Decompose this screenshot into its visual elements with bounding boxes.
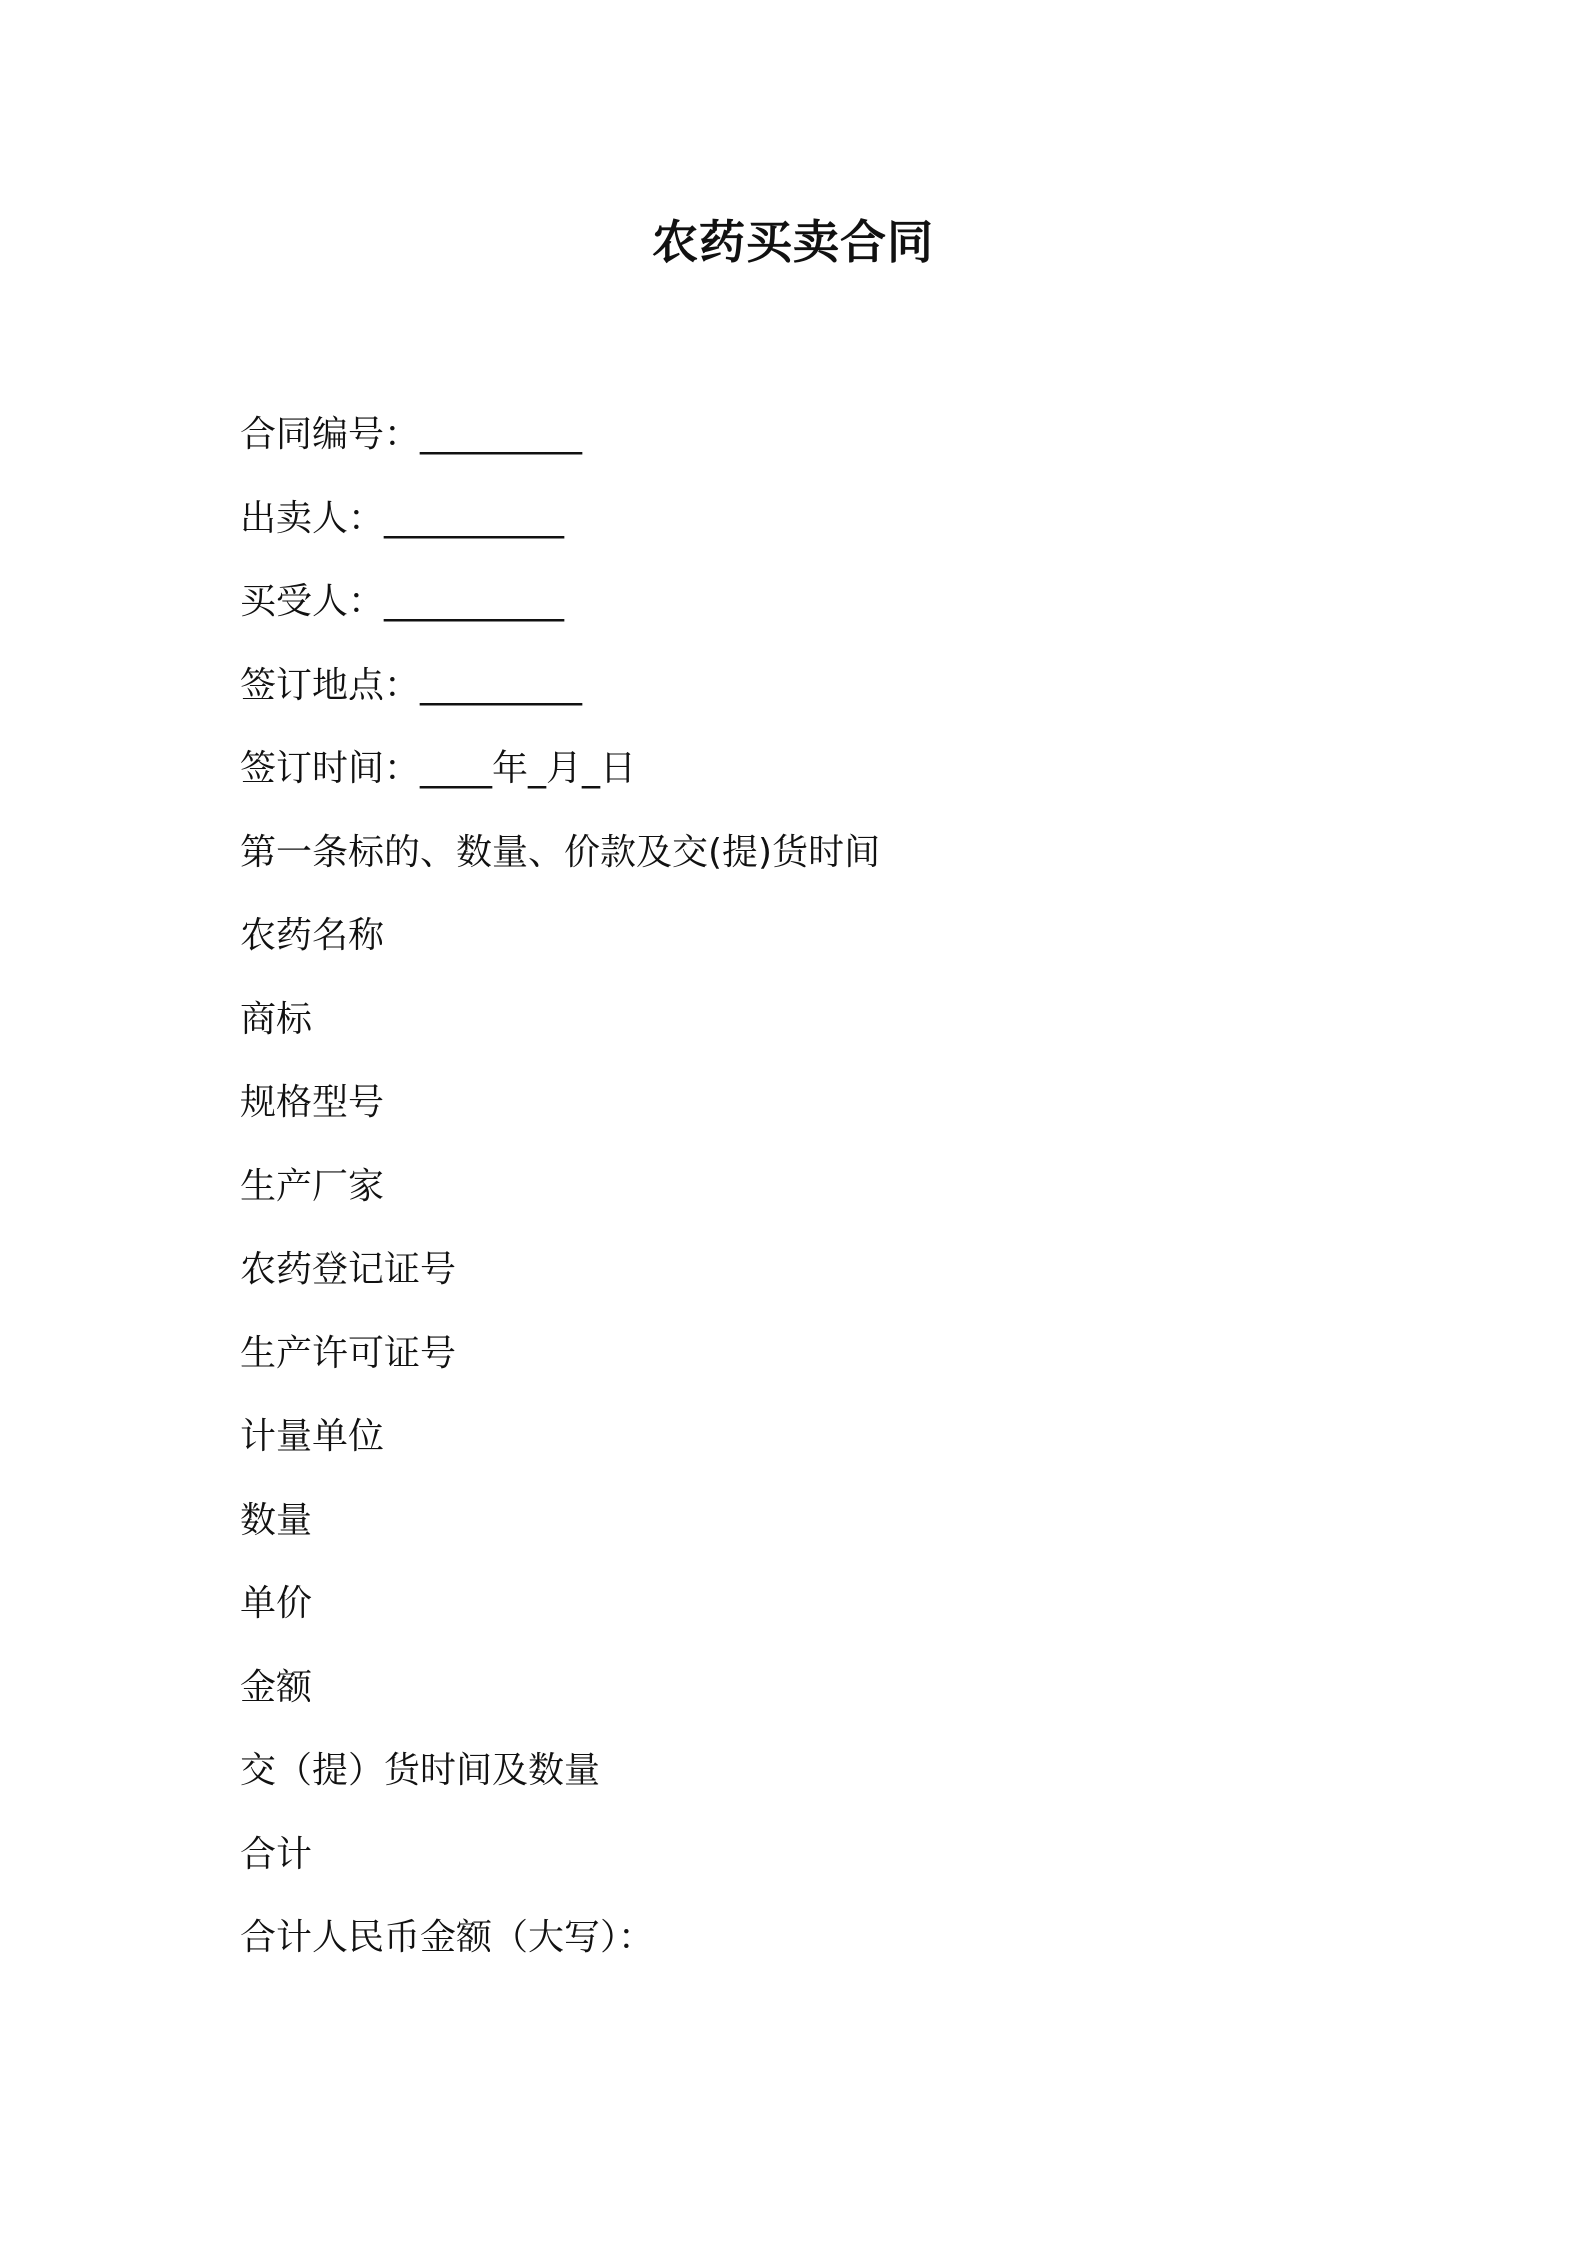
measurement-unit-label: 计量单位 bbox=[240, 1416, 385, 1457]
pesticide-registration-number-label: 农药登记证号 bbox=[240, 1249, 457, 1290]
trademark-label: 商标 bbox=[240, 998, 313, 1040]
quantity-label: 数量 bbox=[240, 1499, 313, 1541]
production-license-number-label: 生产许可证号 bbox=[240, 1332, 457, 1374]
seller-line: 出卖人：__________ bbox=[240, 497, 565, 539]
unit-price-label: 单价 bbox=[240, 1583, 313, 1624]
specification-model-label: 规格型号 bbox=[240, 1082, 385, 1123]
total-rmb-uppercase-label: 合计人民币金额（大写）： bbox=[240, 1917, 655, 1958]
delivery-time-quantity-label: 交（提）货时间及数量 bbox=[240, 1750, 601, 1791]
signing-place-line: 签订地点：_________ bbox=[240, 664, 583, 706]
contract-number-line: 合同编号：_________ bbox=[240, 414, 583, 455]
total-label: 合计 bbox=[240, 1833, 313, 1875]
manufacturer-label: 生产厂家 bbox=[240, 1165, 385, 1207]
article-one-heading: 第一条标的、数量、价款及交(提)货时间 bbox=[240, 831, 881, 873]
buyer-line: 买受人：__________ bbox=[240, 581, 565, 622]
pesticide-name-label: 农药名称 bbox=[240, 915, 385, 956]
amount-label: 金额 bbox=[240, 1666, 313, 1708]
document-title: 农药买卖合同 bbox=[652, 215, 934, 269]
contract-body bbox=[240, 410, 1440, 1997]
signing-date-line: 签订时间：____年_月_日 bbox=[240, 748, 637, 789]
